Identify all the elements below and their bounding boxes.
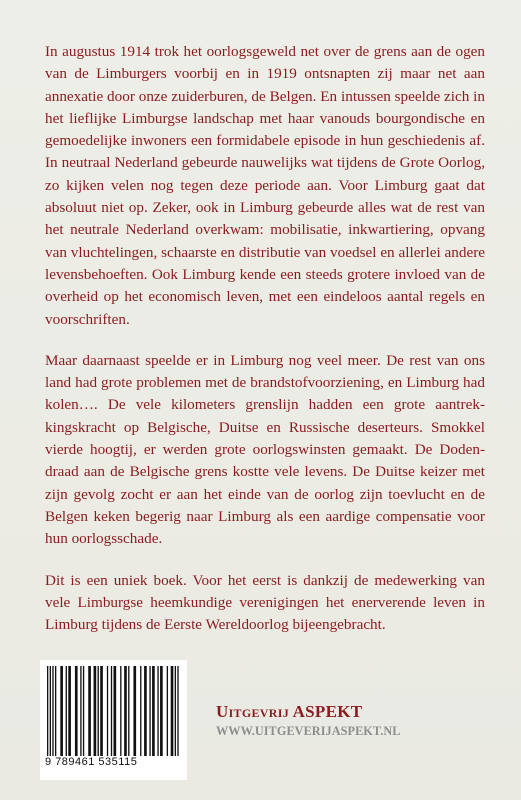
publisher-name: Uitgevrij ASPEKT [216,702,363,721]
barcode-bar [152,666,155,756]
barcode-bar [98,666,99,756]
barcode-bars [47,666,180,756]
barcode-bar [157,666,158,756]
barcode-bar [55,666,56,756]
barcode-bar [50,666,51,756]
barcode-bar [60,666,63,756]
barcode-bar [160,666,163,756]
barcode-bar [177,666,178,756]
barcode-bar [66,666,67,756]
barcode-bar [100,666,103,756]
barcode-bar [68,666,71,756]
barcode-bar [120,666,121,756]
barcode-bar [107,666,108,756]
barcode-bar [83,666,84,756]
barcode-bar [88,666,91,756]
isbn-barcode [40,660,187,780]
blurb-paragraph-1: In augustus 1914 trok het oorlogsgeweld net over de grens aan de ogen van de Limburgers voorbij en in 1919 ontsnapten zij maar net aan annexatie door onze zuiderburen, de Belgen. En intussen speelde zich in het lieflijke Limburgse landschap met haar vanouds bourgondische en gemoedelijke inwoners een formidabele episode in hun geschiedenis af. In neutraal Nederland gebeurde nauwelijks wat tijdens de Grote Oorlog, zo kijken velen nog tegen deze periode aan. Voor Limburg gaat dat absoluut niet op. Zeker, ook in Limburg gebeurde alles wat de rest van het neutrale Nederland overkwam: mobilisatie, inkwartiering, opvang van vluchtelingen, schaarste en distributie van voedsel en allerlei andere levensbehoeften. Ook Limburg kende een steeds grotere invloed van de overheid op het economisch leven, met een eindeloos aantal regels en voorschriften. [45,43,485,328]
barcode-bar [167,666,168,756]
barcode-bar [47,666,48,756]
barcode-bar [124,666,127,756]
blurb-paragraph-2: Maar daarnaast speelde er in Limburg nog veel meer. De rest van ons land had grote problemen met de brandstofvoorziening, en Limburg had kolen…. De vele kilometers grenslijn hadden een grote aantrekkingskracht op Belgische, Duitse en Russische deserteurs. Smokkel vierde hoogtij, er werden grote oorlogswinsten gemaakt. De Dodendraad aan de Belgische grens kostte vele levens. De Duitse keizer met zijn gevolg zocht er aan het einde van de oorlog zijn toevlucht en de Belgen keken begerig naar Limburg als een aardige compensatie voor hun oorlogsschade. [45,351,485,548]
barcode-bar [149,666,150,756]
barcode-bar [128,666,129,756]
barcode-bar [171,666,174,756]
barcode-bar [80,666,81,756]
isbn-number: 9 789461 535115 [45,756,138,768]
blurb-paragraph-3: Dit is een uniek boek. Voor het eerst is dankzij de medewerking van vele Limburgse heemkundige verenigingen het enerverende leven in Limburg tijdens de Eerste Wereldoorlog bijeengebracht. [45,571,485,634]
barcode-bar [94,666,97,756]
barcode-bar [114,666,117,756]
barcode-bar [75,666,78,756]
barcode-bar [133,666,136,756]
barcode-bar [140,666,141,756]
barcode-bar [52,666,53,756]
barcode-bar [144,666,147,756]
publisher-website: WWW.UITGEVERIJASPEKT.NL [216,724,401,738]
back-cover-blurb [45,41,485,655]
barcode-bar [111,666,112,756]
barcode-bar [175,666,176,756]
